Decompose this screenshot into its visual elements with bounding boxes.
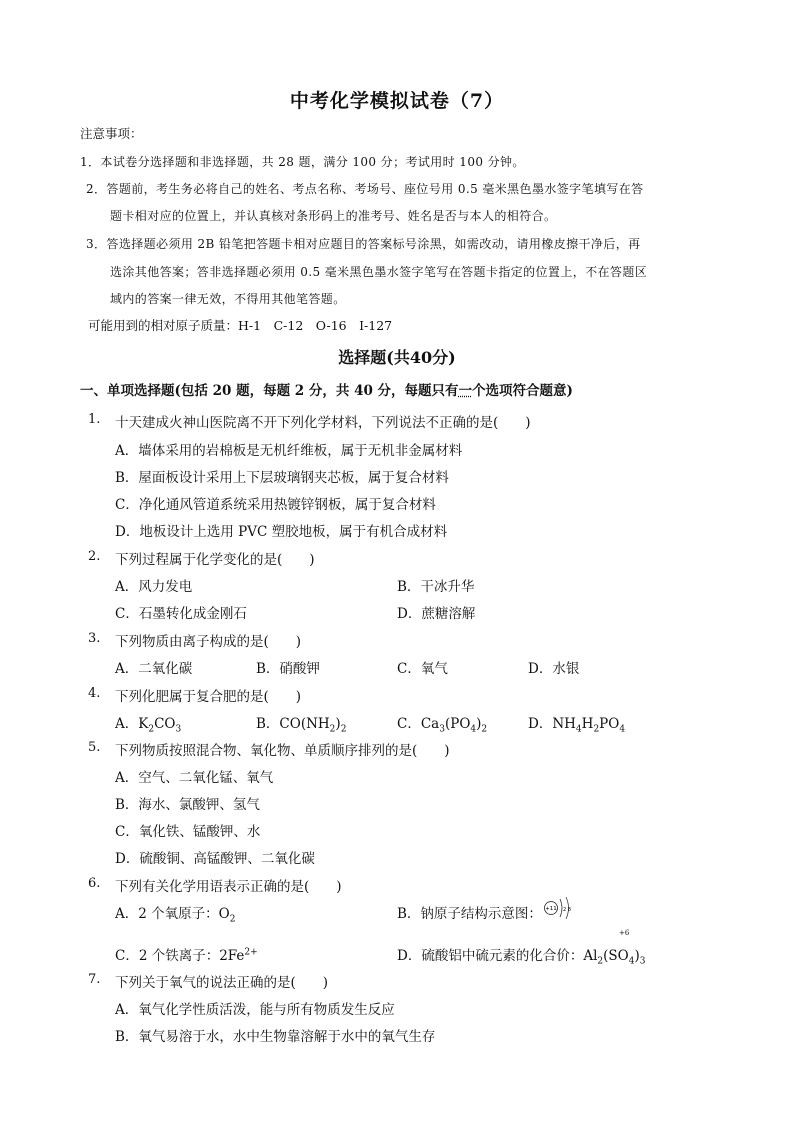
option-label: B． [256,716,280,732]
option-b: B．屋面板设计采用上下层玻璃钢夹芯板，属于复合材料 [115,470,449,486]
formula-part: CO(NH [279,716,330,732]
option-text: C．2 个铁离子：2Fe [115,948,245,964]
option-text: A．2 个氧原子：O [115,906,230,922]
notice-item-3: 3．答选择题必须用 2B 铅笔把答题卡相对应题目的答案标号涂黑，如需改动，请用橡皮擦干净后，再 [86,237,641,251]
question-stem: 下列过程属于化学变化的是( ) [115,552,315,568]
formula-subscript: 2 [597,956,604,967]
notice-heading: 注意事项： [80,126,143,141]
formula-part: ) [335,716,341,732]
notice-item-3-cont: 选涂其他答案；答非选择题必须用 0.5 毫米黑色墨水签字笔写在答题卡指定的位置上，不在答题区 [110,265,648,279]
formula-part: ) [634,948,640,964]
option-a: A．空气、二氧化锰、氧气 [115,770,274,786]
option-d [397,944,645,967]
formula-part: Al [583,948,598,964]
formula-subscript: 4 [470,724,477,735]
sodium-atom-structure-diagram [541,893,579,923]
option-c [115,944,258,964]
option-d: D．地板设计上选用 PVC 塑胶地板，属于有机合成材料 [115,524,448,540]
option-d: D．水银 [528,661,580,677]
shell-electrons-label: 2 8 [563,907,571,913]
option-a: A．风力发电 [115,579,193,595]
option-c: C．石墨转化成金刚石 [115,606,247,622]
option-b: B．硝酸钾 [256,661,320,677]
option-b [256,712,346,735]
question-stem: 十天建成火神山医院离不开下列化学材料，下列说法不正确的是( ) [115,415,531,431]
formula-subscript: 2 [481,724,488,735]
option-a [115,712,181,735]
formula-subscript: 4 [575,724,582,735]
option-b: B．氧气易溶于水，水中生物靠溶解于水中的氧气生存 [115,1029,436,1045]
option-label: C． [397,716,421,732]
option-d: D．硫酸铜、高锰酸钾、二氧化碳 [115,851,315,867]
question-number: 2. [88,549,101,564]
formula-superscript: 2+ [244,947,258,958]
question-number: 3. [88,631,101,646]
formula-subscript: 3 [439,724,445,735]
option-b: B．干冰升华 [397,579,475,595]
question-stem: 下列物质按照混合物、氧化物、单质顺序排列的是( ) [115,743,450,759]
option-c [397,712,487,735]
notice-item-1: 1．本试卷分选择题和非选择题，共 28 题，满分 100 分；考试用时 100 分钟。 [80,155,525,169]
question-stem: 下列化肥属于复合肥的是( ) [115,689,302,705]
formula-part: Ca [420,716,440,732]
option-d: D．蔗糖溶解 [397,606,476,622]
formula-subscript: 4 [628,956,635,967]
part-title-suffix: 个选项符合题意) [472,383,573,399]
option-text: D．硫酸铝中硫元素的化合价： [397,948,584,964]
option-b: B．海水、氯酸钾、氢气 [115,797,260,813]
formula-subscript: 2 [148,724,155,735]
option-b: B．钠原子结构示意图： [397,906,542,922]
option-c: C．净化通风管道系统采用热镀锌钢板，属于复合材料 [115,497,436,513]
option-d [528,712,625,735]
nucleus-label: +11 [545,906,557,912]
formula-subscript: 3 [639,956,646,967]
part-title-underlined: 一 [458,383,473,399]
formula-part: (PO [444,716,471,732]
option-a: A．二氧化碳 [115,661,193,677]
formula-subscript: 2 [340,724,347,735]
formula-subscript: 2 [329,724,336,735]
option-label: A． [115,716,139,732]
question-stem: 下列物质由离子构成的是( ) [115,634,302,650]
option-a: A．氧气化学性质活泼，能与所有物质发生反应 [115,1002,395,1018]
part-title [80,379,573,399]
option-a [115,902,235,925]
option-c: C．氧气 [397,661,448,677]
atomic-masses: 可能用到的相对原子质量：H-1 C-12 O-16 I-127 [88,318,393,333]
question-number: 1. [88,412,101,427]
question-number: 5. [88,740,101,755]
question-number: 7. [88,972,101,987]
formula-part: H [581,716,594,732]
formula-subscript: 4 [619,724,626,735]
notice-item-2-cont: 题卡相对应的位置上，并认真核对条形码上的准考号、姓名是否与本人的相符合。 [110,209,557,223]
formula-part: (SO [603,948,629,964]
question-stem: 下列有关化学用语表示正确的是( ) [115,879,342,895]
sulfur-valence-label: +6 [619,929,630,937]
formula-part: ) [476,716,482,732]
option-label: D． [528,716,553,732]
formula-part: PO [599,716,620,732]
exam-title: 中考化学模拟试卷（7） [289,90,505,112]
option-c: C．氧化铁、锰酸钾、水 [115,824,261,840]
formula-subscript: 2 [229,914,236,925]
question-number: 6. [88,876,101,891]
formula-subscript: 3 [175,724,182,735]
notice-item-2: 2．答题前，考生务必将自己的姓名、考点名称、考场号、座位号用 0.5 毫米黑色墨水签字笔填写在答 [86,182,644,196]
question-number: 4. [88,686,101,701]
part-title-prefix: 一、单项选择题(包括 20 题，每题 2 分，共 40 分，每题只有 [80,383,459,399]
question-stem: 下列关于氧气的说法正确的是( ) [115,975,329,991]
section-title: 选择题(共40分) [338,348,456,367]
formula-subscript: 2 [593,724,600,735]
formula-part: CO [154,716,176,732]
formula-part: NH [552,716,576,732]
option-a: A．墙体采用的岩棉板是无机纤维板，属于无机非金属材料 [115,443,463,459]
notice-item-3-cont2: 域内的答案一律无效，不得用其他笔答题。 [110,292,346,306]
formula-part: K [138,716,149,732]
